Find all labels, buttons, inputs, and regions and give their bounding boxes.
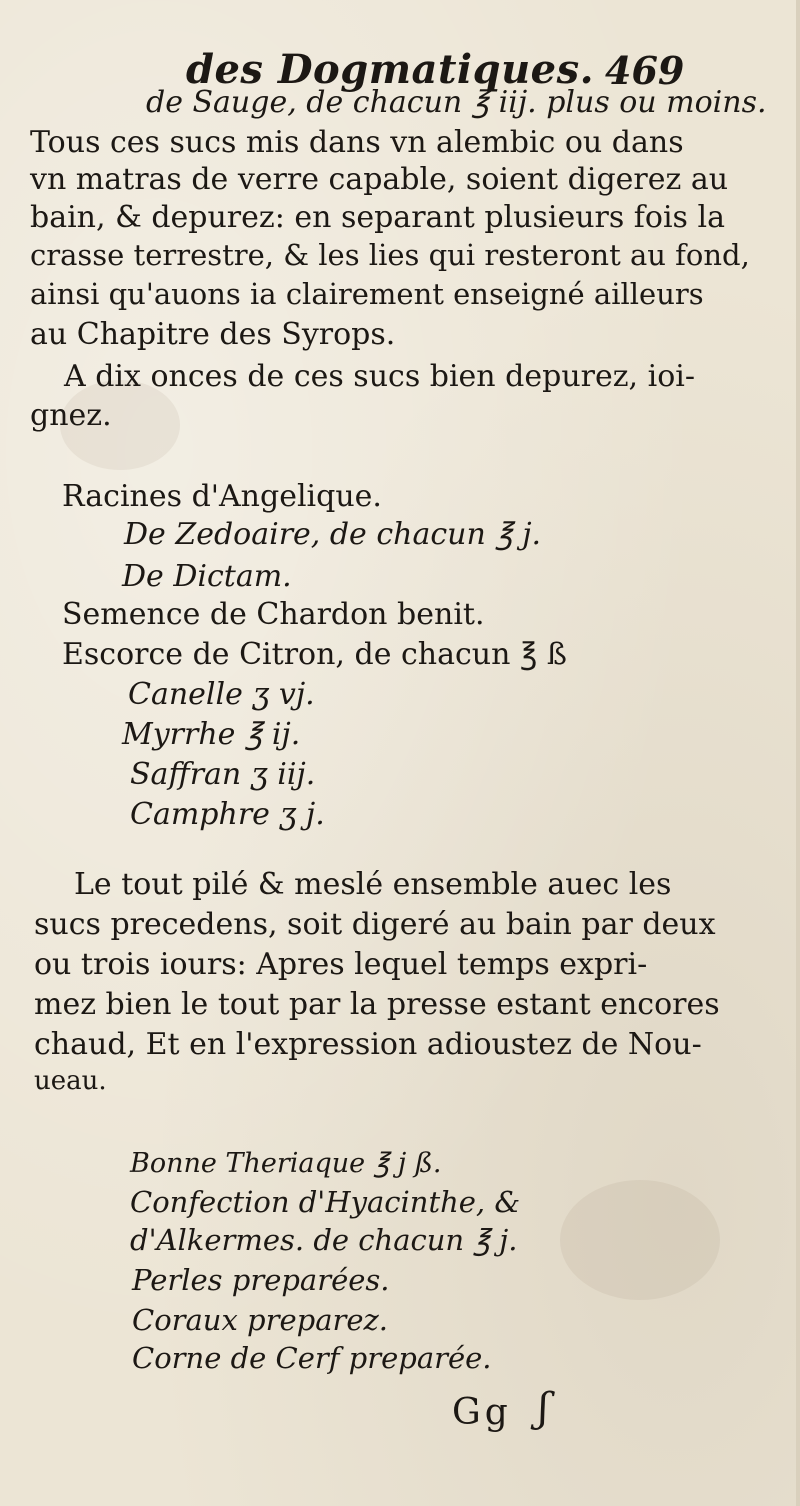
recipe-line: Perles preparées. — [132, 1263, 390, 1297]
recipe-line: d'Alkermes. de chacun ℥ j. — [130, 1223, 518, 1257]
text-line: chaud, Et en l'expression adioustez de Nou- — [34, 1027, 702, 1062]
text-line: ainsi qu'auons ia clairement enseigné ailleurs — [30, 277, 704, 311]
recipe-line: Semence de Chardon benit. — [62, 597, 485, 632]
running-head: des Dogmatiques. — [186, 46, 595, 93]
text-line: bain, & depurez: en separant plusieurs fois la — [30, 200, 725, 235]
paper-stain — [560, 1180, 720, 1300]
text-line: ueau. — [34, 1066, 107, 1096]
recipe-line: Saffran ʒ iij. — [130, 757, 316, 792]
recipe-line: Corne de Cerf preparée. — [132, 1341, 492, 1375]
recipe-line: Myrrhe ℥ ij. — [122, 717, 301, 752]
recipe-line: Racines d'Angelique. — [62, 479, 382, 514]
recipe-line: Canelle ʒ vj. — [128, 677, 315, 712]
text-line: sucs precedens, soit digeré au bain par deux — [34, 907, 716, 942]
catchword-mark: ʃ — [538, 1385, 549, 1431]
text-line: au Chapitre des Syrops. — [30, 317, 396, 352]
text-line: A dix onces de ces sucs bien depurez, ioi- — [64, 359, 696, 394]
recipe-line: Escorce de Citron, de chacun ℥ ß — [62, 637, 567, 672]
recipe-line: Coraux preparez. — [132, 1303, 389, 1337]
recipe-line: Camphre ʒ j. — [130, 797, 325, 832]
text-line: mez bien le tout par la presse estant encores — [34, 987, 720, 1022]
text-line: de Sauge, de chacun ℥ iij. plus ou moins. — [146, 85, 767, 120]
recipe-line: De Dictam. — [122, 559, 292, 594]
text-line: Tous ces sucs mis dans vn alembic ou dans — [30, 125, 684, 160]
page-number: 469 — [605, 48, 685, 93]
text-line: ou trois iours: Apres lequel temps expri- — [34, 947, 648, 982]
text-line: vn matras de verre capable, soient digerez au — [30, 162, 729, 197]
text-line: gnez. — [30, 398, 112, 433]
recipe-line: Confection d'Hyacinthe, & — [130, 1185, 521, 1219]
text-line: Le tout pilé & meslé ensemble auec les — [74, 867, 672, 902]
signature-mark: Gg — [452, 1392, 512, 1433]
recipe-line: Bonne Theriaque ℥ j ß. — [130, 1148, 442, 1179]
text-line: crasse terrestre, & les lies qui resteront au fond, — [30, 238, 750, 272]
recipe-line: De Zedoaire, de chacun ℥ j. — [124, 517, 542, 552]
